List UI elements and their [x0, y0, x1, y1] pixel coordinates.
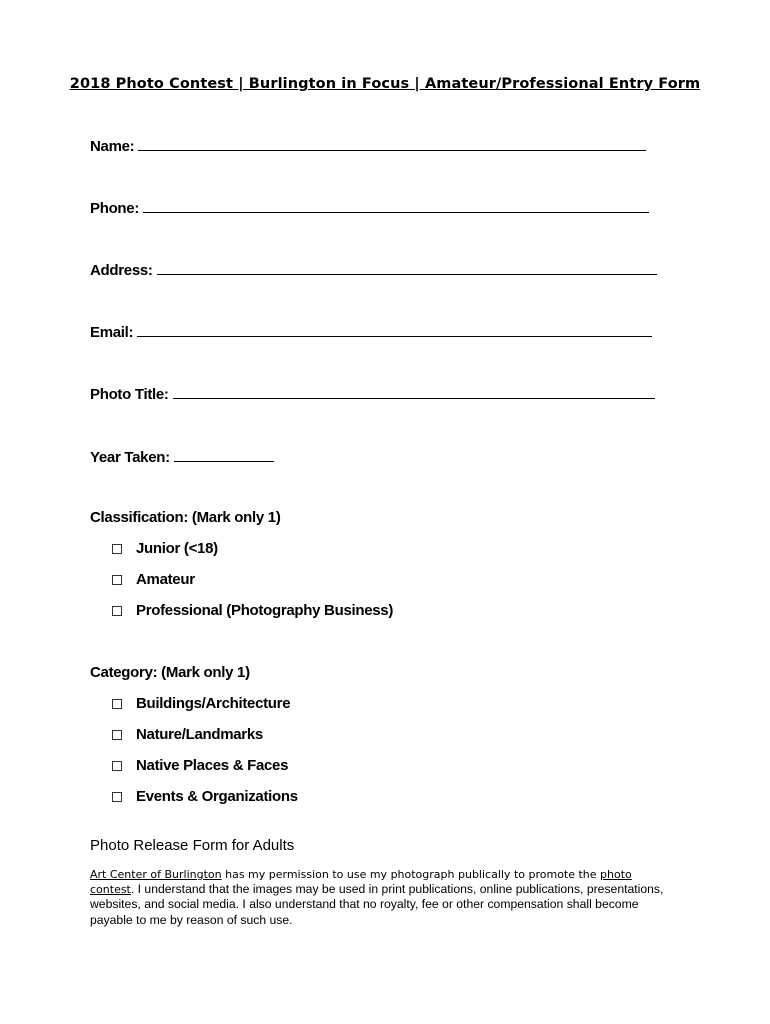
category-option-native-places[interactable] [112, 757, 288, 774]
option-label: Buildings/Architecture [136, 695, 291, 712]
address-input-line[interactable] [157, 260, 657, 275]
option-label: Junior (<18) [136, 540, 218, 557]
option-label: Professional (Photography Business) [136, 602, 394, 619]
name-label: Name: [90, 138, 135, 155]
checkbox-icon[interactable] [112, 544, 122, 554]
phone-label: Phone: [90, 200, 140, 217]
photo-title-label: Photo Title: [90, 386, 169, 403]
checkbox-icon[interactable] [112, 730, 122, 740]
year-taken-field [90, 447, 274, 466]
checkbox-icon[interactable] [112, 792, 122, 802]
address-field [90, 260, 657, 279]
checkbox-icon[interactable] [112, 761, 122, 771]
year-taken-label: Year Taken: [90, 449, 170, 466]
email-input-line[interactable] [137, 322, 652, 337]
category-label: Category: (Mark only 1) [90, 664, 250, 681]
checkbox-icon[interactable] [112, 575, 122, 585]
email-field [90, 322, 652, 341]
phone-field [90, 198, 649, 217]
name-input-line[interactable] [138, 136, 646, 151]
option-label: Nature/Landmarks [136, 726, 263, 743]
option-label: Amateur [136, 571, 195, 588]
option-label: Native Places & Faces [136, 757, 289, 774]
organization-name: Art Center of Burlington [90, 868, 222, 881]
email-label: Email: [90, 324, 134, 341]
release-paragraph [90, 867, 670, 928]
category-option-nature[interactable] [112, 726, 263, 743]
classification-option-professional[interactable] [112, 602, 393, 619]
photo-title-field [90, 384, 655, 403]
release-text-part1: has my permission to use my photograph publically to promote the [221, 868, 601, 881]
classification-label: Classification: (Mark only 1) [90, 509, 281, 526]
classification-option-amateur[interactable] [112, 571, 195, 588]
option-label: Events & Organizations [136, 788, 298, 805]
category-option-events[interactable] [112, 788, 298, 805]
name-field [90, 136, 646, 155]
phone-input-line[interactable] [143, 198, 649, 213]
photo-title-input-line[interactable] [173, 384, 655, 399]
photo-contest-link[interactable]: photo contest [90, 868, 632, 897]
release-title: Photo Release Form for Adults [90, 837, 295, 854]
release-text-part2: . I understand that the images may be used in print publications, online publications, presentations, websites, and social media. I also understand that no royalty, fee or other compensation shall become payable to me by reason of such use. [90, 882, 664, 927]
category-option-buildings[interactable] [112, 695, 290, 712]
classification-option-junior[interactable] [112, 540, 218, 557]
address-label: Address: [90, 262, 153, 279]
year-taken-input-line[interactable] [174, 447, 274, 462]
checkbox-icon[interactable] [112, 606, 122, 616]
form-title: 2018 Photo Contest | Burlington in Focus | Amateur/Professional Entry Form [69, 76, 701, 92]
checkbox-icon[interactable] [112, 699, 122, 709]
